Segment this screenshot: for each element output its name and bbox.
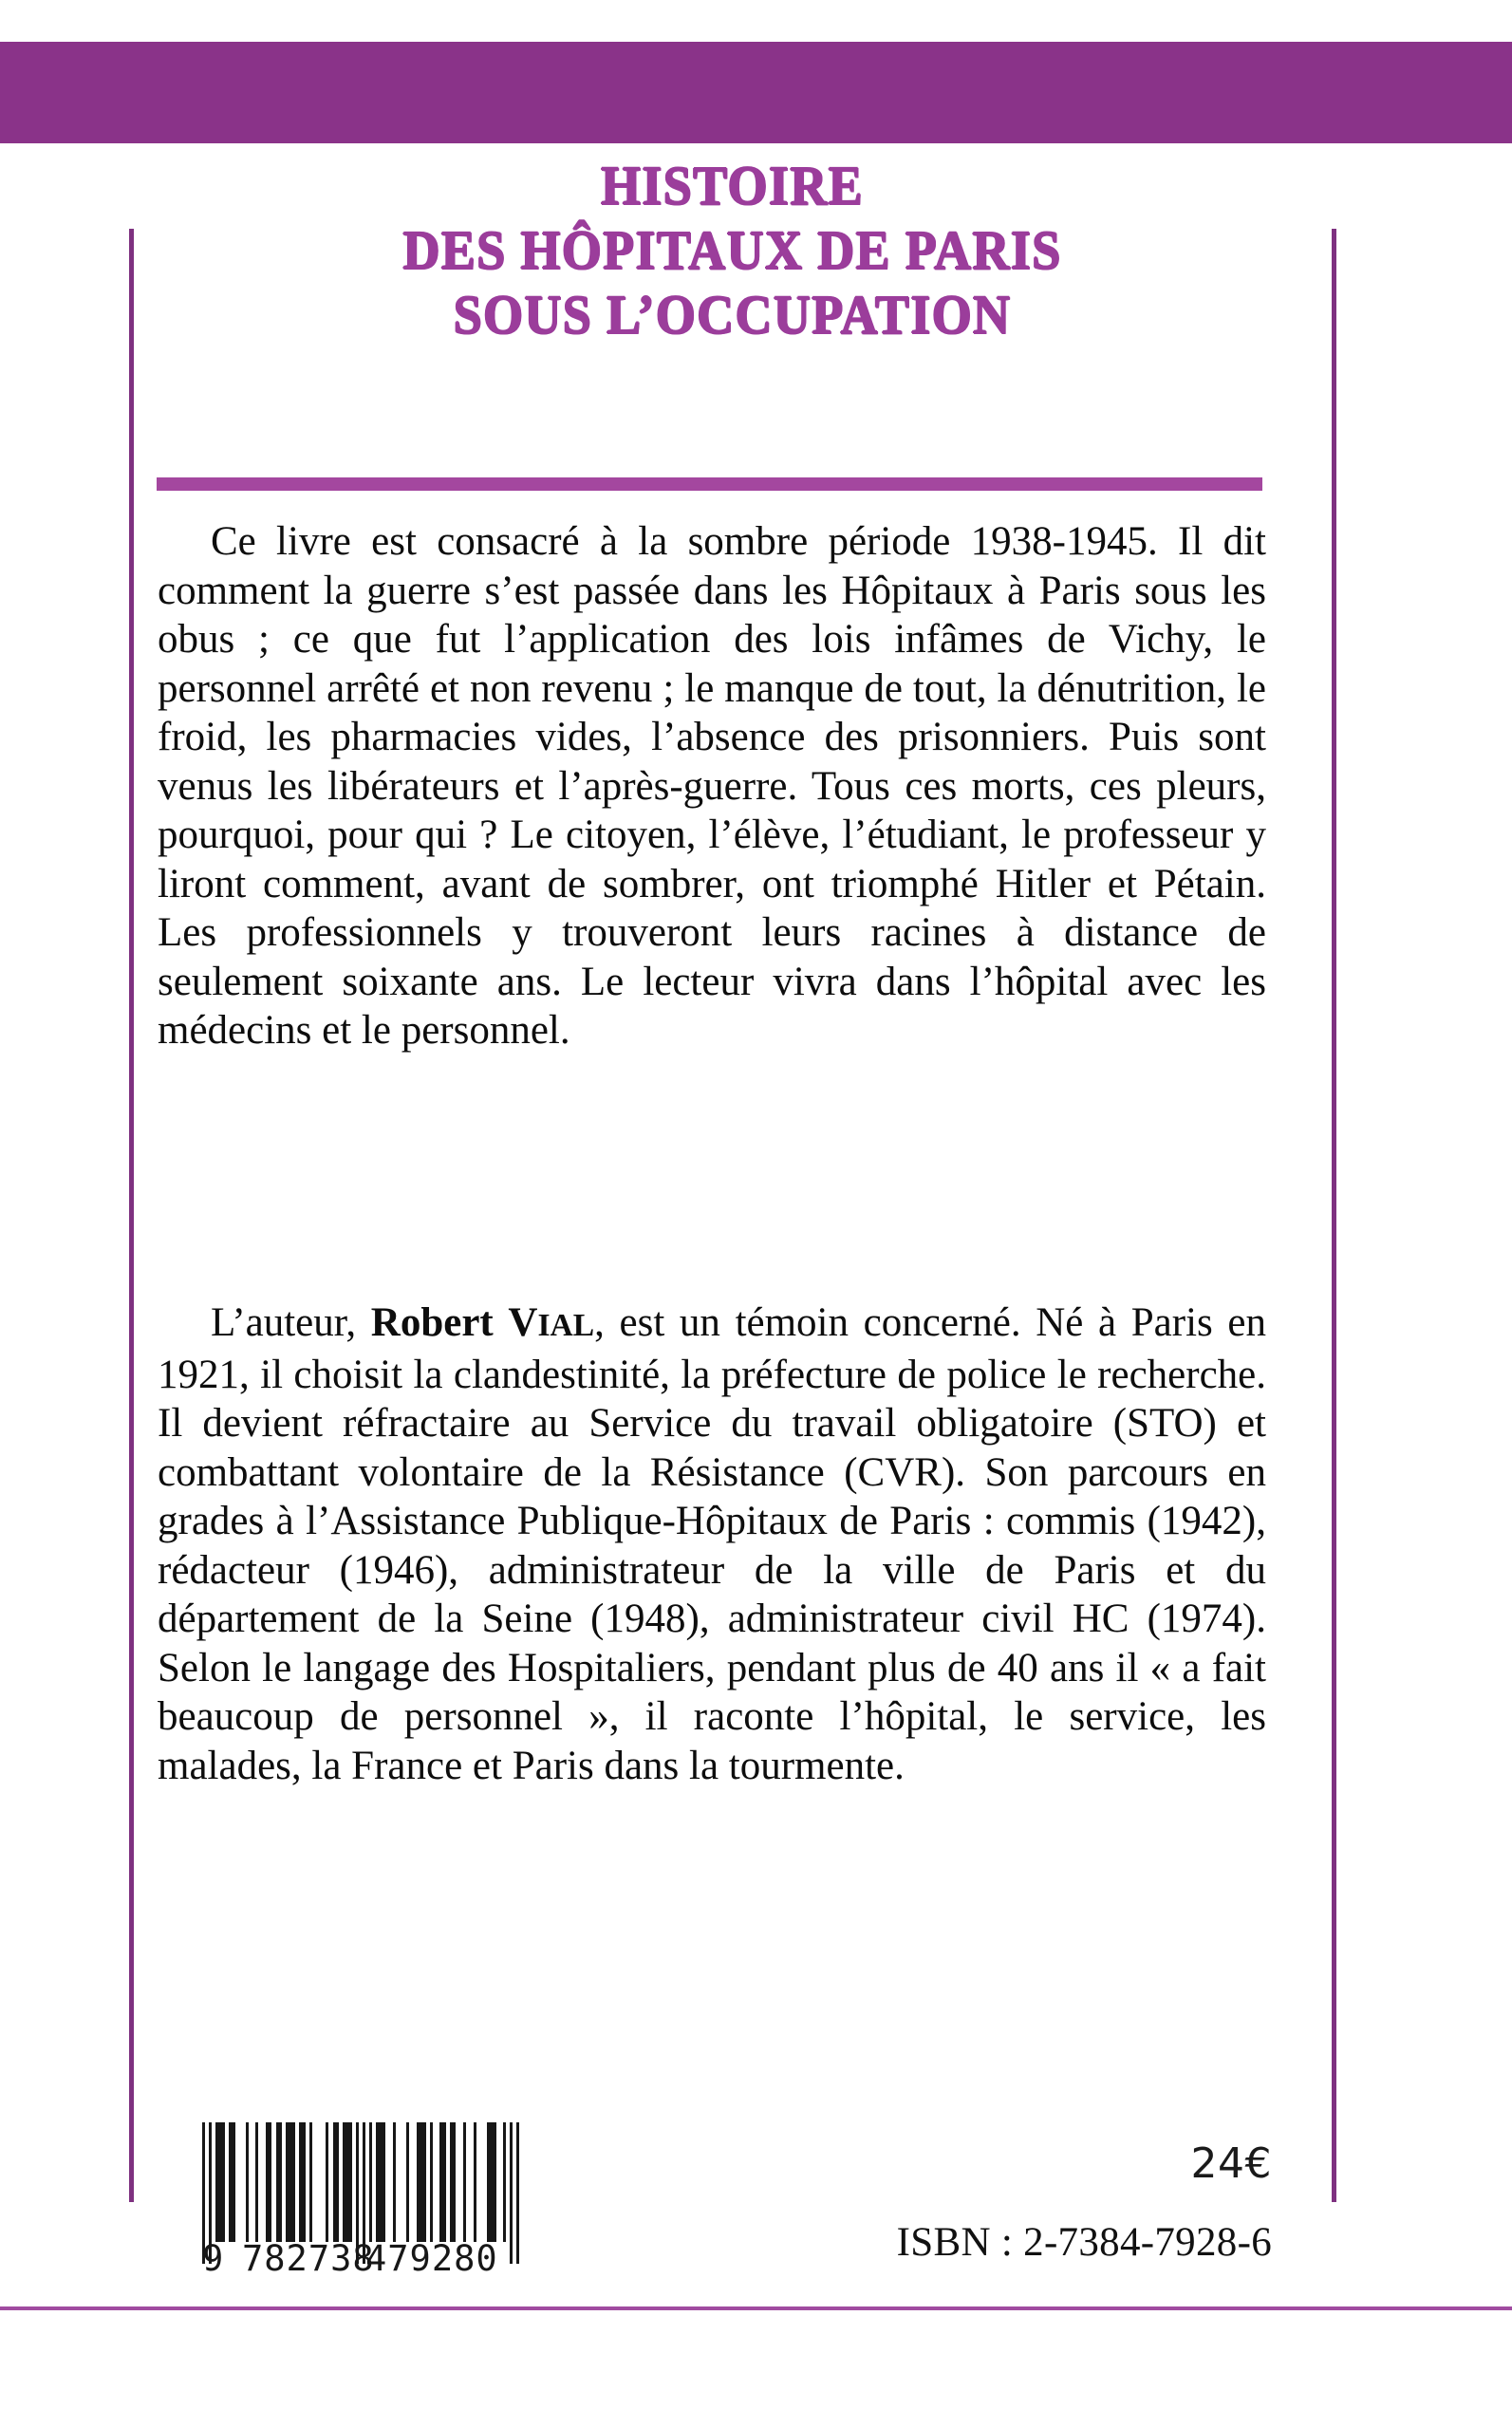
author-last-name-rest: IAL	[537, 1308, 595, 1343]
author-paragraph	[158, 1298, 1266, 1790]
barcode-bar	[246, 2122, 249, 2242]
barcode-bar	[333, 2122, 339, 2242]
barcode-digit-group-2: 479280	[365, 2238, 498, 2279]
barcode-bar	[229, 2122, 234, 2242]
barcode-bar	[393, 2122, 396, 2242]
barcode-bar	[266, 2122, 271, 2242]
author-rest: , est un témoin concerné. Né à Paris en 1921, il choisit la clandestinité, la préfecture de police le recherche. Il devient réfractaire au Service du travail obligatoire (STO) et combattant volontaire de la Résistance (CVR). Son parcours en grades à l’Assistance Publique-Hôpitaux de Paris : commis (1942), rédacteur (1946), administrateur de la ville de Paris et du département de la Seine (1948), administrateur civil HC (1974). Selon le langage des Hospitaliers, pendant plus de 40 ans il « a fait beaucoup de personnel », il raconte l’hôpital, le service, les malades, la France et Paris dans la tourmente.	[158, 1300, 1266, 1788]
author-first-name: Robert	[370, 1300, 494, 1345]
barcode-bar	[463, 2122, 466, 2242]
barcode-digit-group-1: 782738	[242, 2238, 375, 2279]
barcode-bar	[215, 2122, 225, 2242]
barcode-bar	[417, 2122, 426, 2242]
blurb-paragraph	[158, 517, 1266, 1055]
barcode-bar	[439, 2122, 445, 2242]
author-lead: L’auteur,	[211, 1300, 371, 1345]
barcode-bar	[406, 2122, 409, 2242]
barcode	[202, 2122, 525, 2282]
barcode-bar	[369, 2122, 372, 2242]
barcode-digits	[202, 2238, 520, 2282]
barcode-bars	[202, 2122, 520, 2242]
barcode-bar	[503, 2122, 506, 2242]
barcode-digit-group-0: 9	[202, 2238, 225, 2279]
author-last-name	[508, 1300, 594, 1345]
bottom-rule	[0, 2306, 1512, 2310]
author-text	[158, 1298, 1266, 1790]
barcode-bar	[430, 2122, 433, 2242]
author-last-name-initial: V	[508, 1300, 538, 1345]
price-label: 24€	[1190, 2139, 1272, 2188]
barcode-bar	[450, 2122, 456, 2242]
title-underline-rule	[157, 477, 1262, 491]
left-vertical-rule	[129, 229, 134, 2202]
barcode-bar	[286, 2122, 295, 2242]
barcode-bar	[474, 2122, 476, 2242]
barcode-bar	[299, 2122, 305, 2242]
isbn-label: ISBN : 2-7384-7928-6	[896, 2220, 1272, 2265]
right-vertical-rule	[1332, 229, 1336, 2202]
book-title	[131, 154, 1334, 347]
title-line-3: SOUS L’OCCUPATION	[453, 284, 1012, 345]
barcode-bar	[255, 2122, 258, 2242]
barcode-bar	[309, 2122, 312, 2242]
barcode-bar	[326, 2122, 328, 2242]
barcode-bar	[276, 2122, 282, 2242]
title-line-1: HISTOIRE	[601, 155, 864, 216]
barcode-bar	[376, 2122, 385, 2242]
title-line-2: DES HÔPITAUX DE PARIS	[402, 219, 1062, 281]
top-color-band	[0, 42, 1512, 143]
barcode-bar	[343, 2122, 352, 2242]
blurb-text: Ce livre est consacré à la sombre période 1938-1945. Il dit comment la guerre s’est passée dans les Hôpitaux à Paris sous les obus ; ce que fut l’application des lois infâmes de Vichy, le personnel arrêté et non revenu ; le manque de tout, la dénutrition, le froid, les pharmacies vides, l’absence des prisonniers. Puis sont venus les libérateurs et l’après-guerre. Tous ces morts, ces pleurs, pourquoi, pour qui ? Le citoyen, l’élève, l’étudiant, le professeur y liront comment, avant de sombrer, ont triomphé Hitler et Pétain. Les professionnels y trouveront leurs racines à distance de seulement soixante ans. Le lecteur vivra dans l’hôpital avec les médecins et le personnel.	[158, 519, 1266, 1053]
barcode-bar	[487, 2122, 496, 2242]
